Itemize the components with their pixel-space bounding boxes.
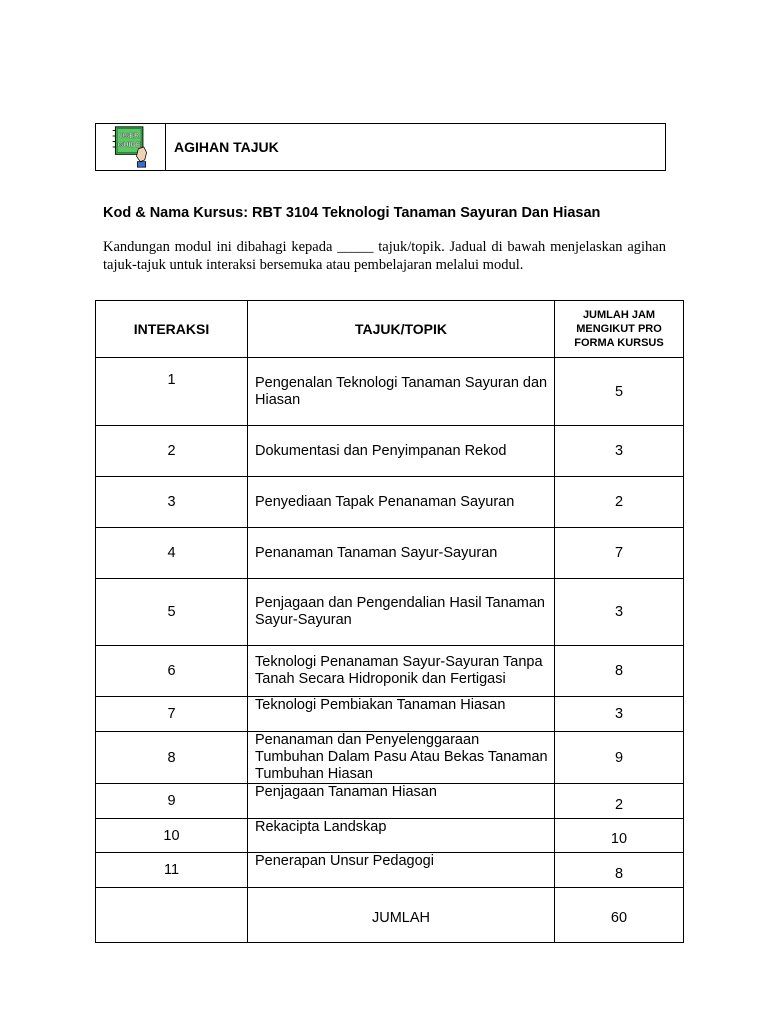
row-topic: Penanaman dan Penyelenggaraan Tumbuhan Dalam Pasu Atau Bekas Tanaman Tumbuhan Hiasan <box>248 732 555 784</box>
table-row <box>96 358 684 426</box>
table-row <box>96 477 684 528</box>
table-header-row <box>96 301 684 358</box>
row-interaksi: 8 <box>96 732 248 784</box>
row-topic: Penanaman Tanaman Sayur-Sayuran <box>248 528 555 579</box>
course-code-name: Kod & Nama Kursus: RBT 3104 Teknologi Tanaman Sayuran Dan Hiasan <box>103 205 601 221</box>
row-interaksi: 6 <box>96 646 248 697</box>
row-jam: 7 <box>555 528 684 579</box>
total-jam: 60 <box>555 888 684 943</box>
row-jam: 2 <box>555 784 684 819</box>
table-row <box>96 646 684 697</box>
row-interaksi: 3 <box>96 477 248 528</box>
table-row <box>96 426 684 477</box>
row-interaksi: 1 <box>96 358 248 426</box>
row-interaksi: 11 <box>96 853 248 888</box>
section-header-box <box>95 123 666 171</box>
table-row <box>96 784 684 819</box>
row-interaksi: 2 <box>96 426 248 477</box>
table-row <box>96 528 684 579</box>
row-interaksi: 7 <box>96 697 248 732</box>
section-title: AGIHAN TAJUK <box>174 139 279 155</box>
total-label: JUMLAH <box>248 888 555 943</box>
row-jam: 3 <box>555 579 684 646</box>
row-jam: 3 <box>555 426 684 477</box>
row-topic: Teknologi Pembiakan Tanaman Hiasan <box>248 697 555 732</box>
row-jam: 3 <box>555 697 684 732</box>
row-topic: Penjagaan dan Pengendalian Hasil Tanaman Sayur-Sayuran <box>248 579 555 646</box>
topic-allocation-table <box>95 300 684 943</box>
row-topic: Pengenalan Teknologi Tanaman Sayuran dan Hiasan <box>248 358 555 426</box>
row-jam: 10 <box>555 819 684 853</box>
row-interaksi: 5 <box>96 579 248 646</box>
row-topic: Teknologi Penanaman Sayur-Sayuran Tanpa Tanah Secara Hidroponik dan Fertigasi <box>248 646 555 697</box>
row-topic: Penyediaan Tapak Penanaman Sayuran <box>248 477 555 528</box>
row-topic: Penjagaan Tanaman Hiasan <box>248 784 555 819</box>
row-jam: 8 <box>555 853 684 888</box>
row-interaksi: 4 <box>96 528 248 579</box>
row-jam: 2 <box>555 477 684 528</box>
header-tajuk-topik: TAJUK/TOPIK <box>248 301 555 358</box>
table-total-row <box>96 888 684 943</box>
header-interaksi: INTERAKSI <box>96 301 248 358</box>
table-row <box>96 819 684 853</box>
row-jam: 5 <box>555 358 684 426</box>
user-guide-icon <box>111 125 151 169</box>
total-empty-cell <box>96 888 248 943</box>
table-row <box>96 697 684 732</box>
user-guide-icon-cell <box>96 124 166 170</box>
row-interaksi: 10 <box>96 819 248 853</box>
row-jam: 8 <box>555 646 684 697</box>
row-topic: Penerapan Unsur Pedagogi <box>248 853 555 888</box>
header-jumlah-jam: JUMLAH JAM MENGIKUT PRO FORMA KURSUS <box>555 301 684 358</box>
row-topic: Rekacipta Landskap <box>248 819 555 853</box>
icon-text-guide: GUIDE <box>117 140 141 149</box>
row-interaksi: 9 <box>96 784 248 819</box>
row-jam: 9 <box>555 732 684 784</box>
table-row <box>96 732 684 784</box>
table-row <box>96 579 684 646</box>
intro-paragraph: Kandungan modul ini dibahagi kepada _____ tajuk/topik. Jadual di bawah menjelaskan agihan tajuk-tajuk untuk interaksi bersemuka atau pembelajaran melalui modul. <box>103 239 666 273</box>
table-row <box>96 853 684 888</box>
row-topic: Dokumentasi dan Penyimpanan Rekod <box>248 426 555 477</box>
icon-text-user: USER <box>118 130 139 140</box>
